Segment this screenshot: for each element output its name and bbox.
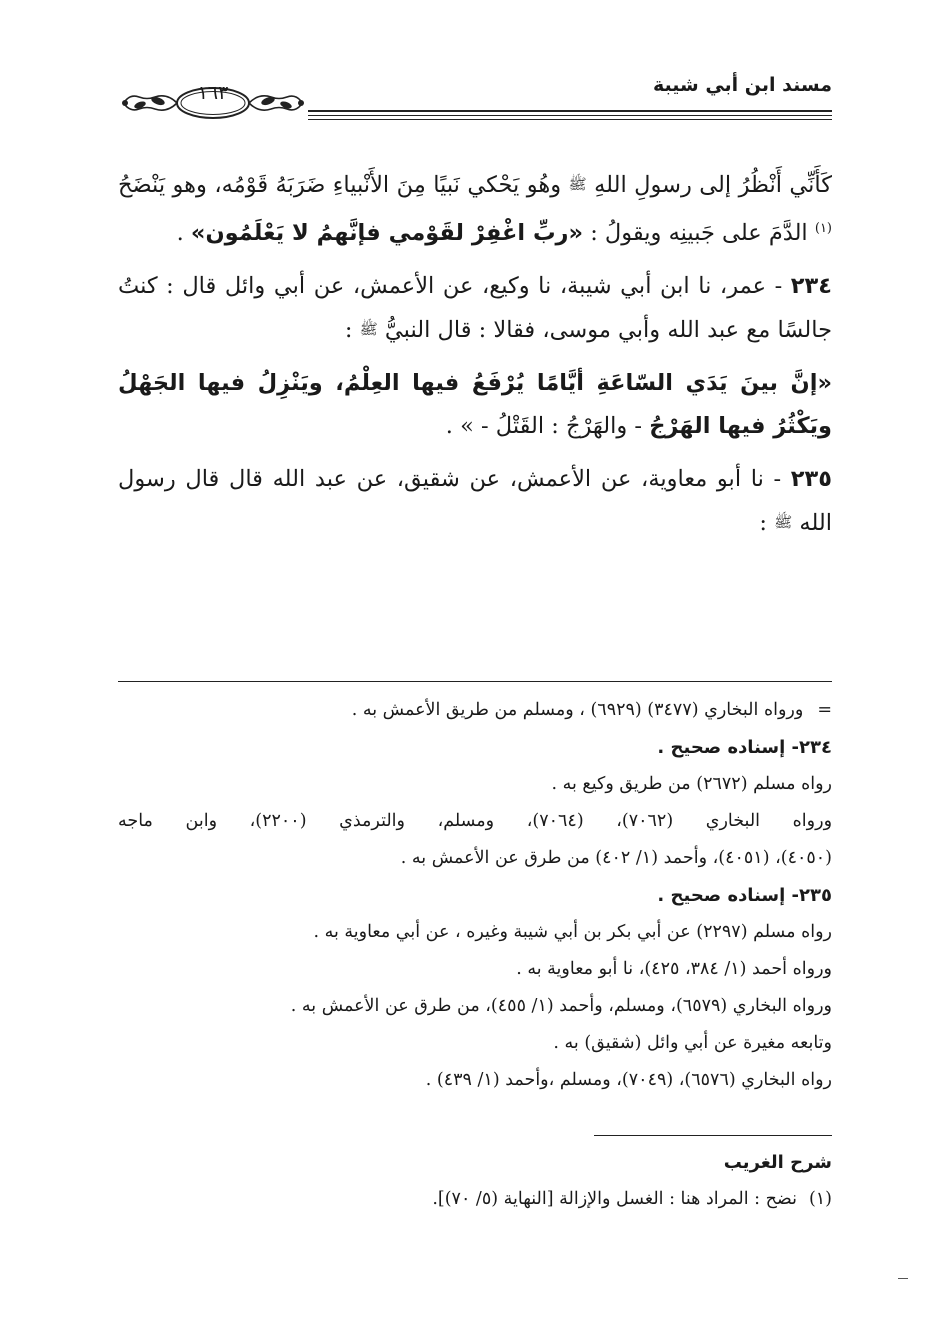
isnad-text: - عمر، نا ابن أبي شيبة، نا وكيع، عن الأعمش، عن أبي وائل قال : كنتُ جالسًا مع عبد الله وأبي موسى، فقالا : قال النبيُّ: [118, 273, 832, 343]
hadith-number: ٢٣٤: [790, 273, 832, 299]
hadith-234: [118, 265, 832, 352]
hadith-233-continuation: [118, 163, 832, 255]
continuation-mark: =: [817, 700, 832, 720]
page-header: [118, 68, 832, 128]
salla-honorific: ﷺ: [359, 320, 378, 338]
salla-honorific: ﷺ: [568, 175, 587, 193]
footnote-1: [118, 1181, 832, 1217]
footnote-marker: (١): [808, 1189, 832, 1209]
salla-honorific: ﷺ: [774, 513, 793, 531]
hadith-234-matn: [118, 362, 832, 448]
note-line: رواه مسلم (٢٦٧٢) من طريق وكيع به .: [551, 774, 832, 794]
glossary: [118, 1145, 832, 1217]
text-segment: كَأَنِّي أَنْظُرُ إلى رسولِ اللهِ: [594, 172, 832, 198]
note-line: رواه مسلم (٢٢٩٧) عن أبي بكر بن أبي شيبة وغيره ، عن أبي معاوية به .: [313, 922, 832, 942]
note-line: (٤٠٥٠)، (٤٠٥١)، وأحمد (١/ ٤٠٢) من طرق عن الأعمش به .: [400, 848, 832, 868]
note-line: ورواه البخاري (٧٠٦٢)، (٧٠٦٤)، ومسلم، والترمذي (٢٢٠٠)، وابن ماجه: [118, 811, 833, 831]
text-segment: وهُو يَحْكي نَبيًا مِنَ الأَنْبياءِ ضَرَبَهُ قَوْمُه، وهو يَنْضَحُ: [118, 172, 562, 198]
hadith-number: ٢٣٥: [790, 466, 832, 492]
note-line: ورواه البخاري (٦٥٧٩)، ومسلم، وأحمد (١/ ٤٥٥)، من طرق عن الأعمش به .: [290, 996, 832, 1016]
text-segment: » .: [445, 413, 474, 439]
note-line: ورواه أحمد (١/ ٣٨٤، ٤٢٥)، نا أبو معاوية به .: [516, 959, 832, 979]
note-line: [118, 692, 832, 729]
page-edge-mark: [898, 1278, 908, 1279]
text-segment: الدَّمَ على جَبينِه ويقولُ :: [590, 220, 808, 246]
note-line: رواه البخاري (٦٥٧٦)، (٧٠٤٩)، ومسلم ،وأحمد (١/ ٤٣٩) .: [425, 1070, 832, 1090]
page-number: ١٦٣: [197, 82, 229, 104]
footnote-text: نضح : المراد هنا : الغسل والإزالة [النهاية (٥/ ٧٠)].: [432, 1189, 797, 1209]
text-segment: :: [344, 317, 353, 343]
prophet-quote: «ربِّ اغْفِرْ لقَوْمي فإنَّهمُ لا يَعْلَمُون»: [190, 220, 584, 246]
isnad-text: - نا أبو معاوية، عن الأعمش، عن شقيق، عن عبد الله قال قال رسول الله: [118, 466, 832, 536]
note-text: ورواه البخاري (٣٤٧٧) (٦٩٢٩) ، ومسلم من طريق الأعمش به .: [351, 700, 804, 720]
note-heading-235: ٢٣٥- إسناده صحيح .: [657, 885, 832, 906]
header-rule: [308, 115, 832, 116]
glossary-separator: [594, 1135, 832, 1136]
prophet-quote: «إنَّ بينَ يَدَي السّاعَةِ أيَّامًا يُرْفَعُ فيها العِلْمُ، ويَنْزِلُ فيها الجَهْلُ ويَكْثُرُ فيها الهَرْجُ: [118, 370, 832, 439]
header-rule: [308, 119, 832, 120]
text-segment: .: [176, 220, 184, 246]
note-line: وتابعه مغيرة عن أبي وائل (شقيق) به .: [553, 1033, 832, 1053]
note-heading-234: ٢٣٤- إسناده صحيح .: [657, 737, 832, 758]
main-text: [118, 163, 832, 555]
footnote-reference[interactable]: (١): [814, 221, 832, 236]
text-segment: - والهَرْجُ : القَتْلُ -: [481, 413, 643, 439]
text-segment: :: [759, 510, 767, 536]
takhrij-notes: [118, 692, 832, 1099]
glossary-heading: شرح الغريب: [723, 1152, 832, 1173]
book-title: مسند ابن أبي شيبة: [652, 74, 832, 96]
hadith-235: [118, 458, 832, 545]
main-separator: [118, 681, 832, 682]
header-rule: [308, 110, 832, 112]
